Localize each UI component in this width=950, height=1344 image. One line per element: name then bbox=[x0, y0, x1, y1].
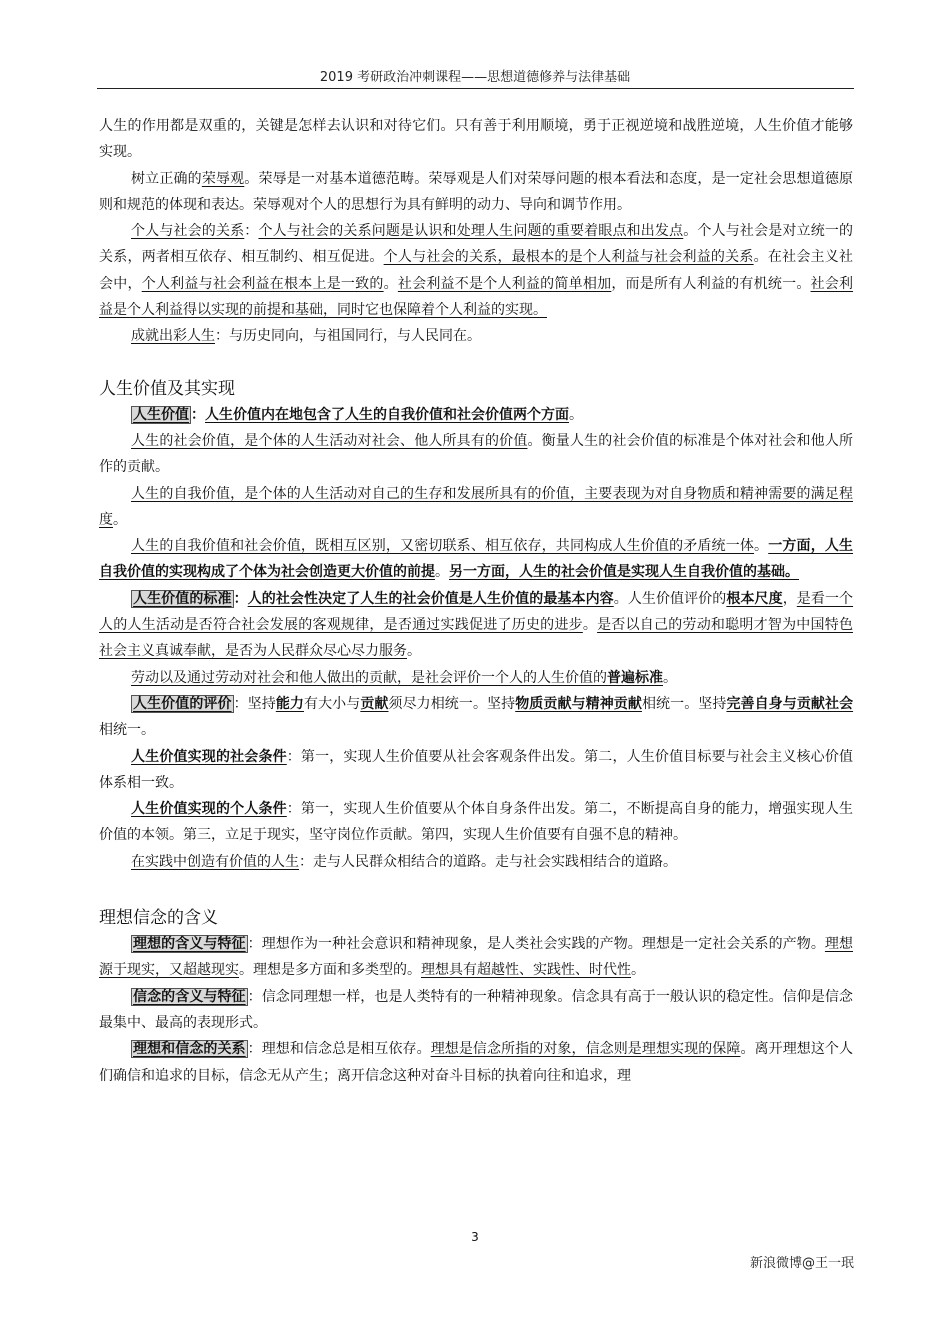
text: 。在社会主义社会中， bbox=[99, 249, 854, 292]
text: ：第一，实现人生价值要从个体自身条件出发。第二，不断提高自身的能力，增强实现人生价值的本领。第三，立足于现实，坚守岗位作贡献。第四，实现人生价值要有自强不息的精神。 bbox=[99, 801, 854, 844]
bold-underlined-text: 人的社会性决定了人生的社会价值是人生价值的最基本内容 bbox=[247, 590, 614, 607]
header-rule bbox=[97, 88, 854, 89]
intro-paragraph-1: 人生的作用都是双重的，关键是怎样去认识和对待它们。只有善于利用顺境，勇于正视逆境和战胜逆境，人生价值才能够实现。 bbox=[99, 118, 853, 161]
term-box-life-value: 人生价值 bbox=[133, 406, 189, 423]
text: 。 bbox=[383, 275, 398, 292]
text: 。 bbox=[663, 669, 677, 686]
text: 。个人与社会是对立统一的关系，两者相互依存、相互制约、相互促进。 bbox=[99, 223, 854, 266]
underlined-text: 理想具有超越性、实践性、时代性 bbox=[421, 962, 631, 979]
text: 相统一。 bbox=[99, 722, 155, 739]
text: ：坚持 bbox=[233, 695, 276, 712]
intro-paragraph-brilliant-life bbox=[99, 323, 853, 349]
bold-underlined-text: 能力 bbox=[275, 695, 304, 712]
term-box-belief: 信念的含义与特征 bbox=[133, 988, 246, 1005]
underlined-text: 劳动以及通过劳动对社会和他人做出的贡献，是社会评价一个人的人生价值的 bbox=[131, 669, 607, 686]
bold-underlined-text: 物质贡献与精神贡献 bbox=[515, 695, 642, 712]
text: 。 bbox=[113, 511, 127, 528]
underlined-text: 个人与社会的关系，最根本的是个人利益与社会利益的关系 bbox=[383, 249, 754, 266]
underlined-text: 是否以自己的劳动和聪明才智为中国特色社会主义真诚奉献，是否为人民群众尽心尽力服务 bbox=[99, 617, 854, 660]
bold-underlined-text: 普遍标准 bbox=[607, 669, 663, 686]
underlined-text: 社会利益是个人利益得以实现的前提和基础，同时它也保障着个人利益的实现。 bbox=[99, 275, 854, 319]
term-honor-view: 荣辱观 bbox=[201, 170, 245, 187]
life-value-definition bbox=[99, 402, 853, 428]
underlined-text: 人生的社会价值，是个体的人生活动对社会、他人所具有的价值 bbox=[131, 432, 528, 449]
section-heading-ideals-beliefs: 理想信念的含义 bbox=[99, 908, 218, 929]
text: ，而是所有人利益的有机统一。 bbox=[611, 275, 811, 292]
term-personal-conditions: 人生价值实现的个人条件 bbox=[131, 801, 287, 818]
text: 。离开理想这个人们确信和追求的目标，信念无从产生；离开信念这种对奋斗目标的执着向往和追求，理 bbox=[99, 1041, 854, 1084]
text: 须尽力相统一。坚持 bbox=[388, 695, 516, 712]
intro-paragraph-individual-society bbox=[99, 218, 853, 323]
underlined-text: 理想是信念所指的对象，信念则是理想实现的保障 bbox=[430, 1041, 741, 1058]
text: 。人生价值评价的 bbox=[613, 590, 727, 607]
term-brilliant-life: 成就出彩人生 bbox=[131, 328, 215, 345]
underlined-text: 个人与社会的关系问题是认识和处理人生问题的重要着眼点和出发点 bbox=[258, 223, 684, 240]
spacer bbox=[99, 350, 853, 376]
bold-underlined-text: 另一方面，人生的社会价值是实现人生自我价值的基础。 bbox=[449, 564, 799, 581]
bold-underlined-text: 完善自身与贡献社会 bbox=[726, 695, 854, 712]
text: ：信念同理想一样，也是人类特有的一种精神现象。信念具有高于一般认识的稳定性。信仰是信念最集中、最高的表现形式。 bbox=[99, 988, 853, 1031]
term-box-ideal-belief-relation: 理想和信念的关系 bbox=[133, 1041, 246, 1058]
belief-definition-paragraph bbox=[99, 984, 853, 1037]
term-individual-society: 个人与社会的关系 bbox=[131, 223, 245, 240]
text: 。 bbox=[582, 617, 598, 634]
text: ：与历史同向，与祖国同行，与人民同在。 bbox=[215, 328, 481, 345]
text: ： bbox=[233, 590, 248, 607]
bold-underlined-text: 贡献 bbox=[360, 695, 389, 712]
bold-underlined-text: 一方面，人生自我价值的实现构成了个体为社会创造更大价值的前提 bbox=[99, 538, 854, 581]
practice-paragraph bbox=[99, 849, 853, 875]
term-social-conditions: 人生价值实现的社会条件 bbox=[131, 748, 287, 765]
text: 。理想是多方面和多类型的。 bbox=[239, 962, 421, 979]
underlined-text: 人生的自我价值，是个体的人生活动对自己的生存和发展所具有的价值，主要表现为对自身物质和精神需要的满足程度 bbox=[99, 485, 853, 528]
underlined-text: 人生的自我价值和社会价值，既相互区别，又密切联系、相互依存，共同构成人生价值的矛盾统一体 bbox=[131, 538, 755, 555]
social-conditions-paragraph bbox=[99, 744, 853, 797]
underlined-text: 是看一个人的人生活动是否符合社会发展的客观规律，是否通过实践促进了历史的进步 bbox=[99, 590, 854, 634]
text: ：理想和信念总是相互依存。 bbox=[247, 1041, 431, 1058]
universal-standard-paragraph bbox=[99, 665, 853, 691]
text: 。 bbox=[754, 538, 769, 555]
text: 。衡量人生的社会价值的标准是个体对社会和他人所作的贡献。 bbox=[99, 432, 854, 476]
text: ， bbox=[782, 590, 797, 607]
page-header: 2019 考研政治冲刺课程——思想道德修养与法律基础 bbox=[319, 70, 631, 85]
text: 树立正确的 bbox=[131, 170, 202, 187]
text: ：第一，实现人生价值要从社会客观条件出发。第二，人生价值目标要与社会主义核心价值体系相一致。 bbox=[99, 748, 854, 791]
text: ：走与人民群众相结合的道路。走与社会实践相结合的道路。 bbox=[299, 853, 677, 870]
term-box-value-evaluation: 人生价值的评价 bbox=[133, 695, 232, 712]
text: ：理想作为一种社会意识和精神现象，是人类社会实践的产物。理想是一定社会关系的产物。 bbox=[247, 936, 825, 953]
value-unity-paragraph bbox=[99, 533, 853, 586]
text: 。 bbox=[569, 406, 583, 423]
text: ： bbox=[244, 223, 259, 240]
text: 。荣辱是一对基本道德范畴。荣辱观是人们对荣辱问题的根本看法和态度，是一定社会思想道德原则和规范的体现和表达。荣辱观对个人的思想行为具有鲜明的动力、导向和调节作用。 bbox=[99, 170, 854, 213]
term-box-value-standard: 人生价值的标准 bbox=[133, 590, 232, 607]
term-box-ideal: 理想的含义与特征 bbox=[133, 936, 246, 953]
text: 有大小与 bbox=[303, 695, 361, 712]
personal-conditions-paragraph bbox=[99, 796, 853, 849]
underlined-text: 社会利益不是个人利益的简单相加 bbox=[397, 275, 612, 292]
text: 。 bbox=[631, 962, 645, 979]
footer-credit: 新浪微博@王一珉 bbox=[749, 1256, 854, 1271]
section-heading-life-value: 人生价值及其实现 bbox=[99, 378, 235, 399]
bold-underlined-text: 人生价值内在地包含了人生的自我价值和社会价值两个方面 bbox=[205, 406, 569, 423]
underlined-text: 理想源于现实，又超越现实 bbox=[99, 936, 854, 979]
text: ： bbox=[191, 406, 205, 423]
intro-paragraph-honor bbox=[99, 166, 853, 219]
term-practice: 在实践中创造有价值的人生 bbox=[131, 853, 299, 870]
self-value-paragraph bbox=[99, 481, 853, 534]
page-content bbox=[99, 113, 853, 1089]
value-standard-paragraph bbox=[99, 586, 853, 665]
ideal-belief-relation-paragraph bbox=[99, 1036, 853, 1089]
text: 相统一。坚持 bbox=[641, 695, 727, 712]
text: 。 bbox=[435, 564, 449, 581]
ideal-definition-paragraph bbox=[99, 931, 853, 984]
page-number: 3 bbox=[471, 1230, 479, 1244]
text: 。 bbox=[407, 643, 421, 660]
bold-underlined-text: 根本尺度 bbox=[726, 590, 783, 607]
underlined-text: 个人利益与社会利益在根本上是一致的 bbox=[141, 275, 384, 292]
social-value-paragraph bbox=[99, 428, 853, 481]
spacer bbox=[99, 875, 853, 905]
value-evaluation-paragraph bbox=[99, 691, 853, 744]
